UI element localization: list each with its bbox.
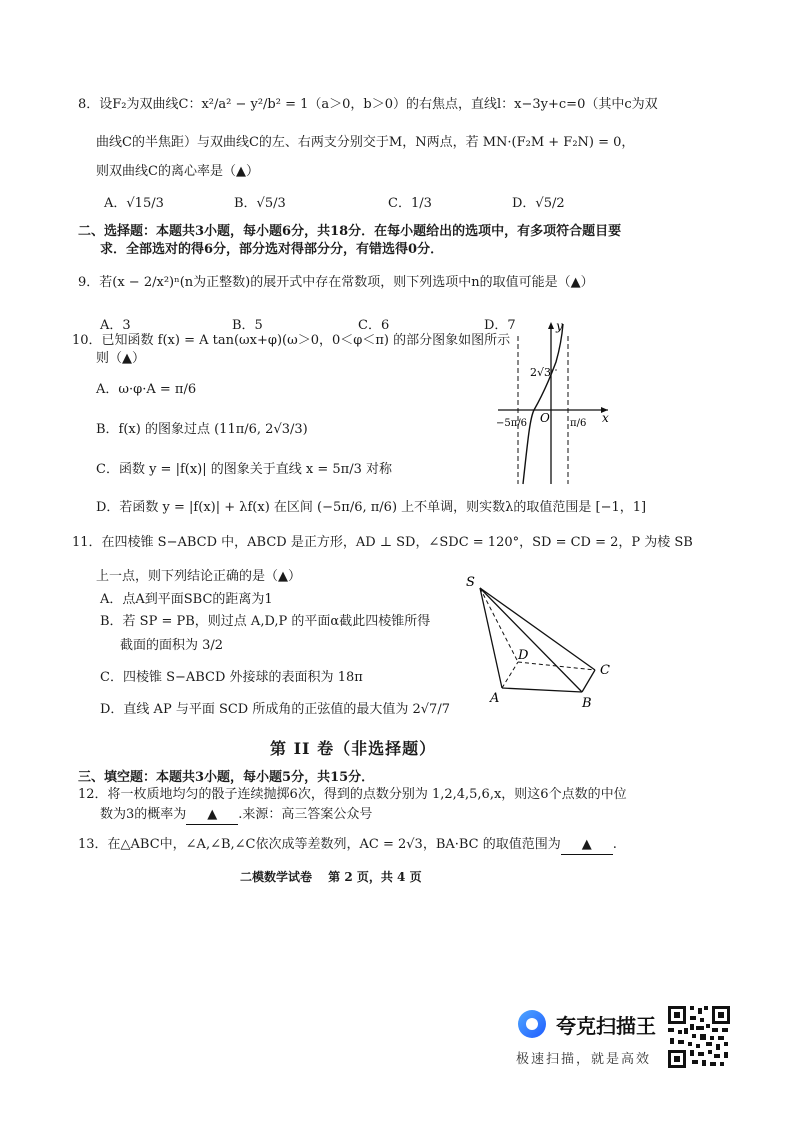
q9-option-a: A．3 xyxy=(100,318,131,333)
q10-option-b: B．f(x) 的图象过点 (11π/6, 2√3/3) xyxy=(96,422,308,437)
edge-dc xyxy=(518,662,595,670)
origin-label: O xyxy=(540,411,550,425)
q13-line xyxy=(78,836,617,855)
q8-line3: 则双曲线C的离心率是（▲） xyxy=(96,164,259,179)
edge-ad xyxy=(502,662,518,688)
q8-option-d: D．√5/2 xyxy=(512,196,565,211)
vertex-c-label: C xyxy=(600,663,610,678)
q12-source: .来源：高三答案公众号 xyxy=(238,807,373,822)
tan-curve xyxy=(523,324,563,484)
q8-option-c: C．1/3 xyxy=(388,196,432,211)
q10-option-c: C．函数 y = |f(x)| 的图象关于直线 x = 5π/3 对称 xyxy=(96,462,392,477)
q9-option-b: B．5 xyxy=(232,318,263,333)
q11-option-a: A．点A到平面SBC的距离为1 xyxy=(100,592,273,607)
q12-answer-blank: ▲ xyxy=(186,806,238,825)
q13-answer-blank: ▲ xyxy=(561,836,613,855)
edge-sb xyxy=(480,588,582,692)
q12-line2 xyxy=(100,806,372,825)
q8-option-a: A．√15/3 xyxy=(104,196,164,211)
tan-graph xyxy=(490,318,620,488)
page-footer: 二模数学试卷 第 2 页，共 4 页 xyxy=(240,870,422,884)
q10-line1: 10．已知函数 f(x) = A tan(ωx+φ)(ω＞0，0＜φ＜π) 的部分图象如图所示 xyxy=(72,333,511,348)
right-mark-label: π/6 xyxy=(570,418,587,429)
pyramid-figure xyxy=(460,570,620,710)
y-axis-label: y xyxy=(556,319,563,333)
section2-line2: 求．全部选对的得6分，部分选对得部分分，有错选得0分． xyxy=(100,242,444,257)
edge-bc xyxy=(582,670,595,692)
q11-option-b-line2: 截面的面积为 3/2 xyxy=(120,638,224,653)
edge-sc xyxy=(480,588,595,670)
q11-option-c: C．四棱锥 S−ABCD 外接球的表面积为 18π xyxy=(100,670,363,685)
part2-title: 第 II 卷（非选择题） xyxy=(270,739,437,758)
edge-ab xyxy=(502,688,582,692)
q8-line2: 曲线C的半焦距）与双曲线C的左、右两支分别交于M，N两点，若 MN·(F₂M + F₂N) = 0， xyxy=(96,135,635,150)
q8-line1: 8．设F₂为双曲线C：x²/a² − y²/b² = 1（a＞0，b＞0）的右焦点，直线l：x−3y+c=0（其中c为双 xyxy=(78,97,658,112)
q9-line1: 9．若(x − 2/x²)ⁿ(n为正整数)的展开式中存在常数项，则下列选项中n的取值可能是（▲） xyxy=(78,275,594,290)
vertex-d-label: D xyxy=(518,648,529,663)
q10-option-a: A．ω·φ·A = π/6 xyxy=(96,382,197,397)
scanner-slogan: 极速扫描，就是高效 xyxy=(516,1052,652,1067)
q9-option-d: D．7 xyxy=(484,318,516,333)
scanner-brand: 夸克扫描王 xyxy=(556,1014,656,1038)
y-axis-arrow xyxy=(548,322,554,329)
q10-option-d: D．若函数 y = |f(x)| + λf(x) 在区间 (−5π/6, π/6) 上不单调，则实数λ的取值范围是 [−1，1] xyxy=(96,500,647,515)
left-mark-label: −5π/6 xyxy=(496,418,528,429)
q13-end: . xyxy=(612,837,617,852)
edge-sa xyxy=(480,588,502,688)
section3-heading: 三、填空题：本题共3小题，每小题5分，共15分． xyxy=(78,770,375,785)
q10-line2: 则（▲） xyxy=(96,351,145,366)
q11-line1: 11．在四棱锥 S−ABCD 中，ABCD 是正方形，AD ⊥ SD，∠SDC = 120°，SD = CD = 2，P 为棱 SB xyxy=(72,535,693,550)
scanner-logo-icon xyxy=(516,1008,548,1040)
vertex-a-label: A xyxy=(490,691,500,706)
section2-line1: 二、选择题：本题共3小题，每小题6分，共18分．在每小题给出的选项中，有多项符合题目要 xyxy=(78,224,622,239)
q12-line1: 12．将一枚质地均匀的骰子连续抛掷6次，得到的点数分别为 1,2,4,5,6,x，则这6个点数的中位 xyxy=(78,787,627,802)
vertex-b-label: B xyxy=(582,696,592,710)
q12-line2-text: 数为3的概率为 xyxy=(100,807,187,822)
edge-sd xyxy=(480,588,518,662)
x-axis-label: x xyxy=(602,411,609,425)
q8-option-b: B．√5/3 xyxy=(234,196,286,211)
q9-option-c: C．6 xyxy=(358,318,390,333)
q11-option-d: D．直线 AP 与平面 SCD 所成角的正弦值的最大值为 2√7/7 xyxy=(100,702,450,717)
y-mark-label: 2√3 xyxy=(530,366,552,379)
q13-text: 13．在△ABC中，∠A,∠B,∠C依次成等差数列，AC = 2√3，BA·BC 的取值范围为 xyxy=(78,837,561,852)
qr-code-icon xyxy=(666,1004,732,1070)
q11-line2: 上一点，则下列结论正确的是（▲） xyxy=(96,569,301,584)
vertex-s-label: S xyxy=(466,575,475,590)
q11-option-b-line1: B．若 SP = PB，则过点 A,D,P 的平面α截此四棱锥所得 xyxy=(100,614,431,629)
